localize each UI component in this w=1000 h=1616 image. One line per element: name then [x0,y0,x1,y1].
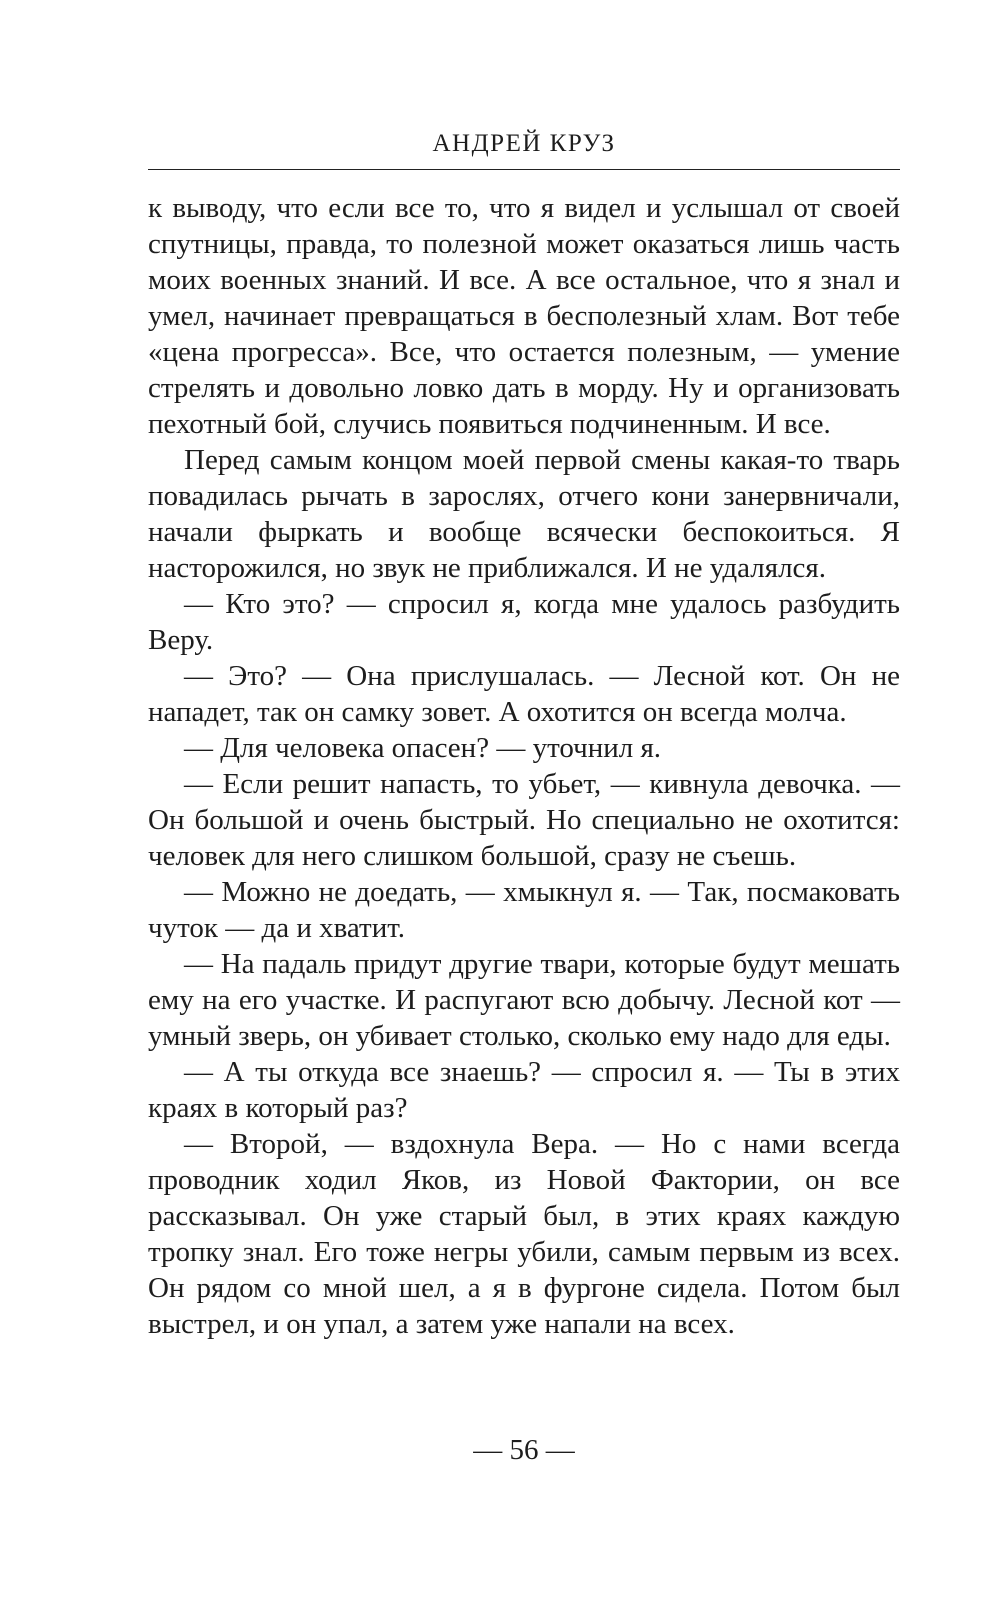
paragraph: Перед самым концом моей первой смены какая-то тварь повадилась рычать в зарослях, отчего кони занервничали, начали фыркать и вообще всячески беспокоиться. Я насторожился, но звук не приближался. И не удалялся. [148,444,900,584]
dialogue-paragraph: — Второй, — вздохнула Вера. — Но с нами всегда проводник ходил Яков, из Новой Фактории, он все рассказывал. Он уже старый был, в этих краях каждую тропку знал. Его тоже негры убили, самым первым из всех. Он рядом со мной шел, а я в фургоне сидела. Потом был выстрел, и он упал, а затем уже напали на всех. [148,1128,900,1340]
dialogue-paragraph: — А ты откуда все знаешь? — спросил я. — Ты в этих краях в который раз? [148,1056,900,1124]
header-rule-divider [148,169,900,170]
page-number: — 56 — [473,1434,575,1466]
dialogue-paragraph: — Это? — Она прислушалась. — Лесной кот. Он не нападет, так он самку зовет. А охотится он всегда молча. [148,660,900,728]
dialogue-paragraph: — На падаль придут другие твари, которые будут мешать ему на его участке. И распугают всю добычу. Лесной кот — умный зверь, он убивает столько, сколько ему надо для еды. [148,948,900,1052]
paragraph-continuation: к выводу, что если все то, что я видел и услышал от своей спутницы, правда, то полезной может оказаться лишь часть моих военных знаний. И все. А все остальное, что я знал и умел, начинает превращаться в бесполезный хлам. Вот тебе «цена прогресса». Все, что остается полезным, — умение стрелять и довольно ловко дать в морду. Ну и организовать пехотный бой, случись появиться подчиненным. И все. [148,192,900,440]
dialogue-paragraph: — Кто это? — спросил я, когда мне удалось разбудить Веру. [148,588,900,656]
dialogue-paragraph: — Можно не доедать, — хмыкнул я. — Так, посмаковать чуток — да и хватит. [148,876,900,944]
running-head-author: АНДРЕЙ КРУЗ [432,130,616,157]
dialogue-paragraph: — Для человека опасен? — уточнил я. [184,732,662,764]
page-body-text [148,190,900,1342]
dialogue-paragraph: — Если решит напасть, то убьет, — кивнула девочка. — Он большой и очень быстрый. Но специально не охотится: человек для него слишком большой, сразу не съешь. [148,768,900,872]
